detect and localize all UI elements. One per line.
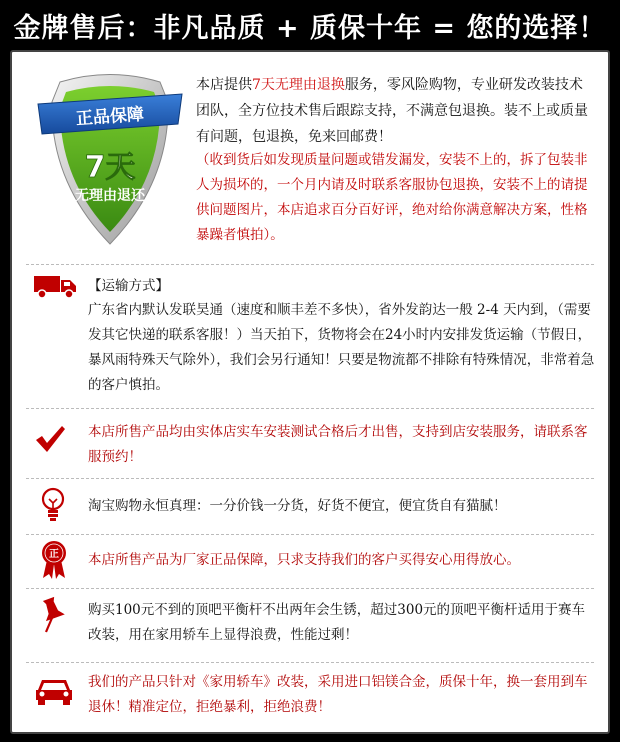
divider bbox=[26, 478, 594, 479]
guarantee-highlight: 7天无理由退换 bbox=[252, 77, 345, 93]
pushpin-icon bbox=[38, 596, 68, 634]
shield-ribbon-text: 正品保障 bbox=[75, 104, 145, 130]
guarantee-intro bbox=[196, 72, 596, 150]
list-item-text: 我们的产品只针对《家用轿车》改装，采用进口铝镁合金，质保十年，换一套用到车退休！精准定位，拒绝暴利，拒绝浪费！ bbox=[88, 674, 588, 715]
car-icon bbox=[34, 676, 74, 706]
list-item-text: 淘宝购物永恒真理：一分价钱一分货，好货不便宜，便宜货自有猫腻！ bbox=[88, 498, 507, 514]
info-panel bbox=[10, 50, 610, 734]
divider bbox=[26, 534, 594, 535]
divider bbox=[26, 662, 594, 663]
lightbulb-icon bbox=[40, 486, 66, 524]
guarantee-intro-before: 本店提供 bbox=[196, 77, 252, 93]
guarantee-note: （收到货后如发现质量问题或错发漏发，安装不上的，拆了包装非人为损坏的，一个月内请及时联系客服协包退换，安装不上的请提供问题图片，本店追求百分百好评，绝对给你满意解决方案，性格暴躁者慎拍）。 bbox=[196, 152, 588, 243]
shield-sub-text: 无理由退还 bbox=[75, 188, 145, 204]
shipping-body: 广东省内默认发联昊通（速度和顺丰差不多快），省外发韵达一般 2-4 天内到，（需要发其它快递的联系客服！）当天拍下，货物将会在24小时内安排发货运输（节假日，暴风雨特殊天气除外），我们会另行通知！只要是物流都不排除有特殊情况，非常着急的客户慎拍。 bbox=[88, 302, 595, 393]
divider bbox=[26, 264, 594, 265]
list-item-text: 本店所售产品均由实体店实车安装测试合格后才出售，支持到店安装服务，请联系客服预约！ bbox=[88, 424, 588, 465]
shipping-heading: 【运输方式】 bbox=[88, 278, 169, 294]
list-item-text: 购买100元不到的顶吧平衡杆不出两年会生锈，超过300元的顶吧平衡杆适用于赛车改装，用在家用轿车上显得浪费，性能过剩！ bbox=[88, 602, 586, 643]
shield-badge-icon bbox=[30, 62, 190, 252]
list-item-text: 本店所售产品为厂家正品保障，只求支持我们的客户买得安心用得放心。 bbox=[88, 552, 520, 568]
truck-icon bbox=[34, 274, 78, 300]
divider bbox=[26, 408, 594, 409]
award-badge-icon bbox=[40, 540, 68, 580]
guarantee-intro-after: 服务，零风险购物，专业研发改装技术团队，全方位技术售后跟踪支持，不满意包退换。装不上或质量有问题，包退换，免来回邮费！ bbox=[196, 77, 588, 145]
divider bbox=[26, 588, 594, 589]
award-badge-text: 正 bbox=[49, 549, 59, 560]
checkmark-icon bbox=[34, 424, 66, 454]
shield-days-text: 7天 bbox=[84, 150, 136, 185]
banner-title: 金牌售后：非凡品质 + 质保十年 = 您的选择！ bbox=[0, 0, 620, 50]
